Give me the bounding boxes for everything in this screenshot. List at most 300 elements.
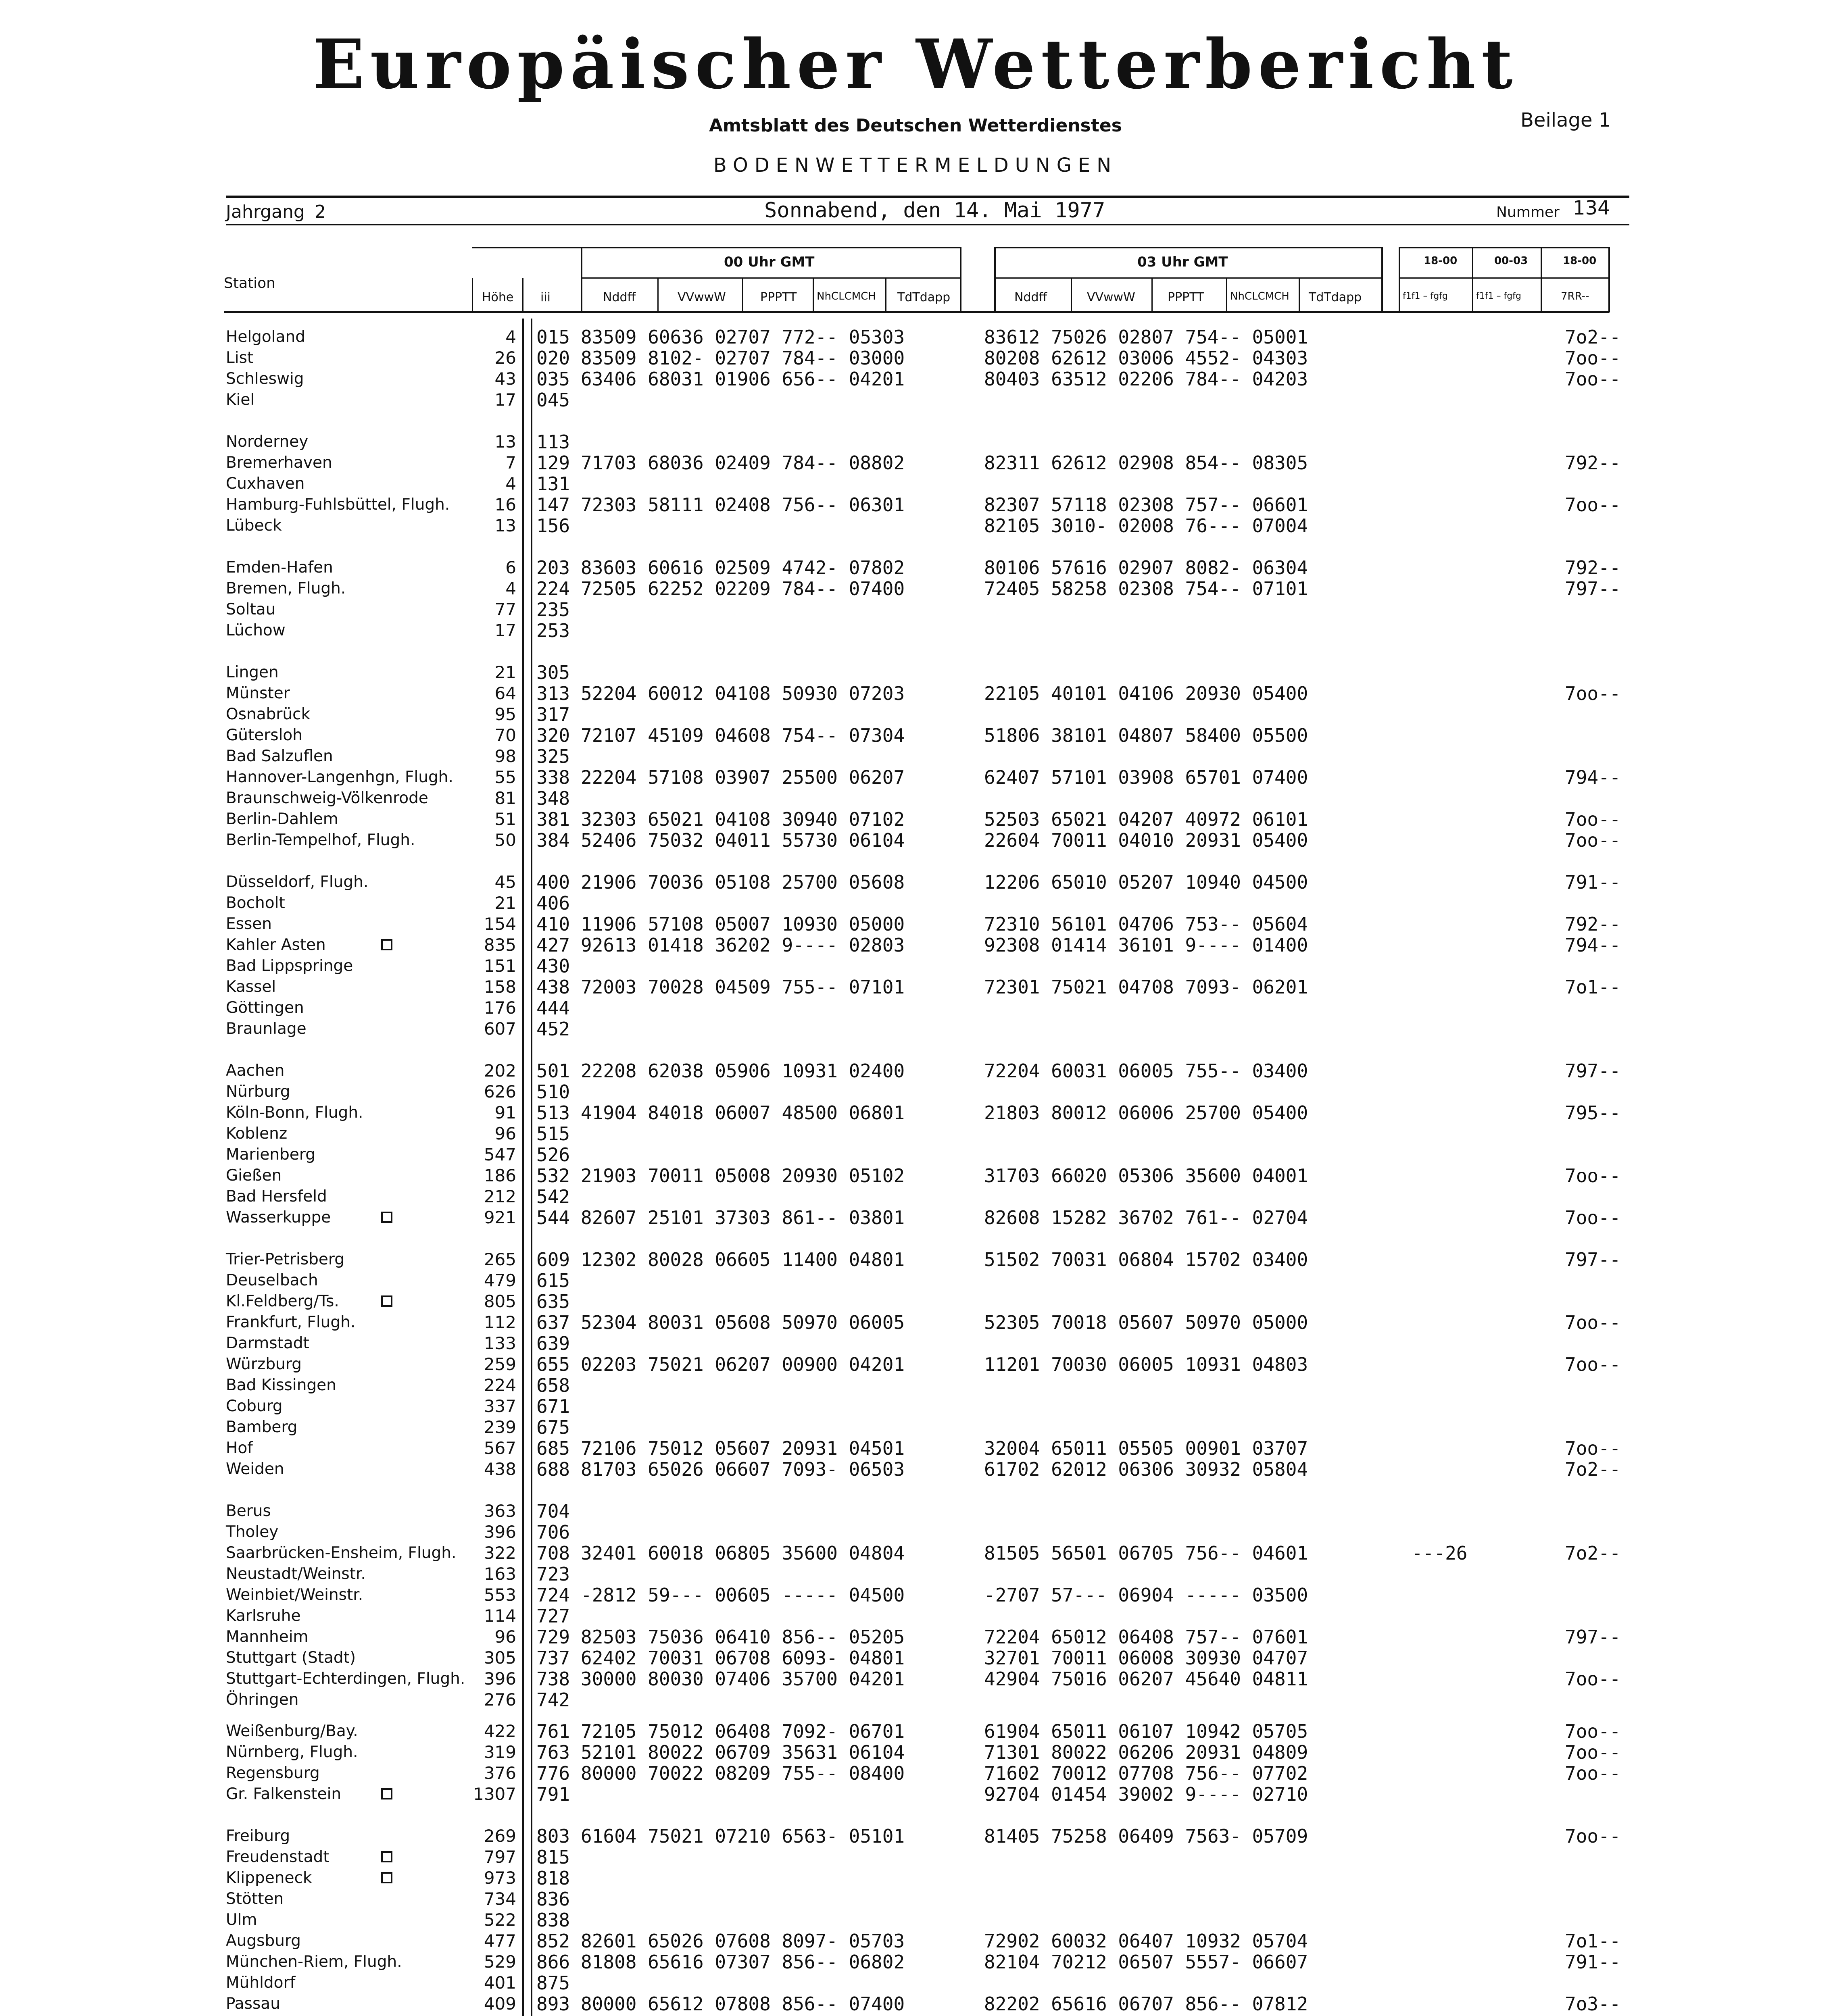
obs-precip: 7oo-- xyxy=(1565,683,1621,704)
table-row xyxy=(0,1102,1831,1123)
table-row xyxy=(0,1270,1831,1291)
station-number: 761 xyxy=(536,1720,570,1742)
station-height: 259 xyxy=(484,1354,516,1374)
table-row xyxy=(0,1972,1831,1993)
station-height: 409 xyxy=(484,1994,516,2014)
table-row xyxy=(0,1438,1831,1459)
obs-03-utc: 62407 57101 03908 65701 07400 xyxy=(984,766,1308,788)
obs-03-utc: 72405 58258 02308 754-- 07101 xyxy=(984,578,1308,600)
table-row xyxy=(0,935,1831,956)
table-row xyxy=(0,893,1831,914)
box-03-top xyxy=(994,247,1381,248)
station-name: Wasserkuppe xyxy=(226,1208,331,1227)
obs-03-utc: 11201 70030 06005 10931 04803 xyxy=(984,1354,1308,1375)
station-height: 239 xyxy=(484,1417,516,1437)
table-row xyxy=(0,1543,1831,1564)
obs-00-utc: 92613 01418 36202 9---- 02803 xyxy=(581,934,905,956)
obs-00-utc: 11906 57108 05007 10930 05000 xyxy=(581,913,905,935)
station-number: 430 xyxy=(536,955,570,977)
station-name: Würzburg xyxy=(226,1355,302,1373)
station-number: 131 xyxy=(536,473,570,495)
station-name: Frankfurt, Flugh. xyxy=(226,1313,356,1331)
station-number: 444 xyxy=(536,997,570,1019)
obs-precip: 792-- xyxy=(1565,557,1621,579)
table-row xyxy=(0,914,1831,935)
obs-03-utc: 12206 65010 05207 10940 04500 xyxy=(984,871,1308,893)
obs-03-utc: 92704 01454 39002 9---- 02710 xyxy=(984,1783,1308,1805)
group-0003-label: 00-03 xyxy=(1494,255,1528,267)
obs-00-utc: 80000 65612 07808 856-- 07400 xyxy=(581,1993,905,2015)
station-number: 635 xyxy=(536,1291,570,1312)
station-name: Gr. Falkenstein xyxy=(226,1785,342,1803)
table-row xyxy=(0,1501,1831,1522)
station-name: Trier-Petrisberg xyxy=(226,1250,345,1268)
obs-03-utc: 42904 75016 06207 45640 04811 xyxy=(984,1668,1308,1690)
table-row xyxy=(0,830,1831,851)
table-row xyxy=(0,683,1831,704)
station-name: Helgoland xyxy=(226,328,305,346)
obs-precip: 792-- xyxy=(1565,452,1621,474)
box-right-mid xyxy=(1399,277,1608,279)
obs-precip: 7oo-- xyxy=(1565,347,1621,369)
station-name: Gießen xyxy=(226,1166,282,1185)
jahrgang-label: Jahrgang xyxy=(226,202,305,222)
station-height: 98 xyxy=(494,746,516,766)
station-height: 176 xyxy=(484,998,516,1018)
table-row xyxy=(0,1647,1831,1668)
station-height: 154 xyxy=(484,914,516,934)
station-number: 639 xyxy=(536,1333,570,1354)
table-row xyxy=(0,1207,1831,1228)
table-row xyxy=(0,1721,1831,1742)
table-row xyxy=(0,1081,1831,1102)
station-height: 269 xyxy=(484,1826,516,1846)
obs-precip: 7oo-- xyxy=(1565,494,1621,516)
station-name: Neustadt/Weinstr. xyxy=(226,1565,366,1583)
table-row xyxy=(0,1689,1831,1710)
station-height: 401 xyxy=(484,1973,516,1993)
station-height: 45 xyxy=(494,872,516,892)
station-number: 224 xyxy=(536,578,570,600)
obs-03-utc: 82104 70212 06507 5557- 06607 xyxy=(984,1951,1308,1973)
obs-03-utc: 80208 62612 03006 4552- 04303 xyxy=(984,347,1308,369)
col-iii: iii xyxy=(540,290,551,304)
station-number: 893 xyxy=(536,1993,570,2015)
station-height: 547 xyxy=(484,1145,516,1164)
box-03-mid xyxy=(994,277,1381,279)
obs-precip: 7oo-- xyxy=(1565,1312,1621,1333)
station-height: 4 xyxy=(505,474,516,494)
col-hoehe: Höhe xyxy=(482,290,514,304)
obs-03-utc: 21803 80012 06006 25700 05400 xyxy=(984,1102,1308,1124)
obs-precip: 797-- xyxy=(1565,1626,1621,1648)
report-subtitle: Amtsblatt des Deutschen Wetterdienstes xyxy=(709,115,1122,136)
header-rule-2 xyxy=(226,224,1629,225)
station-name: Aachen xyxy=(226,1062,285,1080)
obs-00-utc: 52204 60012 04108 50930 07203 xyxy=(581,683,905,704)
table-row xyxy=(0,1123,1831,1144)
hdr-v15 xyxy=(1399,247,1400,312)
station-number: 803 xyxy=(536,1825,570,1847)
station-height: 337 xyxy=(484,1396,516,1416)
station-height: 553 xyxy=(484,1585,516,1605)
obs-03-utc: 92308 01414 36101 9---- 01400 xyxy=(984,934,1308,956)
obs-03-utc: 71602 70012 07708 756-- 07702 xyxy=(984,1762,1308,1784)
col-1800: f1f1 – fgfg xyxy=(1403,291,1448,301)
station-number: 737 xyxy=(536,1647,570,1669)
group-1800b-label: 18-00 xyxy=(1563,255,1597,267)
obs-03-utc: 71301 80022 06206 20931 04809 xyxy=(984,1741,1308,1763)
obs-03-utc: 82202 65616 06707 856-- 07812 xyxy=(984,1993,1308,2015)
station-name: Münster xyxy=(226,684,290,702)
station-number: 305 xyxy=(536,662,570,683)
table-row xyxy=(0,452,1831,473)
station-number: 338 xyxy=(536,766,570,788)
station-number: 836 xyxy=(536,1888,570,1910)
station-number: 156 xyxy=(536,515,570,537)
obs-precip: 7oo-- xyxy=(1565,1207,1621,1229)
station-name: Bad Salzuflen xyxy=(226,747,333,765)
obs-00-utc: 52101 80022 06709 35631 06104 xyxy=(581,1741,905,1763)
col-nh: NhCLCMCH xyxy=(817,290,876,302)
col-rr: 7RR-- xyxy=(1561,290,1589,302)
table-row xyxy=(0,369,1831,389)
station-number: 729 xyxy=(536,1626,570,1648)
station-number: 791 xyxy=(536,1783,570,1805)
station-symbol xyxy=(381,939,392,950)
obs-00-utc: 21906 70036 05108 25700 05608 xyxy=(581,871,905,893)
station-number: 776 xyxy=(536,1762,570,1784)
station-height: 422 xyxy=(484,1721,516,1741)
obs-00-utc: -2812 59--- 00605 ----- 04500 xyxy=(581,1584,905,1606)
table-row xyxy=(0,662,1831,683)
col-nddff-03: Nddff xyxy=(1014,290,1047,304)
obs-03-utc: 82311 62612 02908 854-- 08305 xyxy=(984,452,1308,474)
station-number: 615 xyxy=(536,1270,570,1291)
station-height: 1307 xyxy=(473,1784,516,1804)
station-name: Weiden xyxy=(226,1460,284,1478)
station-number: 838 xyxy=(536,1909,570,1931)
table-row xyxy=(0,1417,1831,1438)
station-number: 045 xyxy=(536,389,570,411)
hdr-v11 xyxy=(1151,278,1153,312)
station-height: 529 xyxy=(484,1952,516,1972)
table-row xyxy=(0,1627,1831,1647)
station-number: 866 xyxy=(536,1951,570,1973)
station-height: 91 xyxy=(494,1103,516,1123)
table-row xyxy=(0,746,1831,767)
station-number: 400 xyxy=(536,871,570,893)
table-row xyxy=(0,1459,1831,1480)
station-height: 151 xyxy=(484,956,516,976)
station-name: Lübeck xyxy=(226,516,282,535)
report-date: Sonnabend, den 14. Mai 1977 xyxy=(764,198,1105,223)
station-height: 50 xyxy=(494,830,516,850)
station-name: Bad Hersfeld xyxy=(226,1187,327,1206)
table-row xyxy=(0,998,1831,1018)
station-number: 875 xyxy=(536,1972,570,1994)
col-0003: f1f1 – fgfg xyxy=(1476,291,1521,301)
station-height: 224 xyxy=(484,1375,516,1395)
col-nddff: Nddff xyxy=(603,290,636,304)
station-height: 363 xyxy=(484,1501,516,1521)
obs-03-utc: 82307 57118 02308 757-- 06601 xyxy=(984,494,1308,516)
obs-03-utc: 61904 65011 06107 10942 05705 xyxy=(984,1720,1308,1742)
obs-03-utc: 80106 57616 02907 8082- 06304 xyxy=(984,557,1308,579)
station-height: 322 xyxy=(484,1543,516,1563)
table-row xyxy=(0,1186,1831,1207)
station-name: Weinbiet/Weinstr. xyxy=(226,1586,363,1604)
station-height: 626 xyxy=(484,1082,516,1102)
station-height: 21 xyxy=(494,662,516,682)
station-height: 319 xyxy=(484,1742,516,1762)
station-number: 723 xyxy=(536,1563,570,1585)
station-number: 815 xyxy=(536,1846,570,1868)
table-row xyxy=(0,1742,1831,1763)
station-height: 186 xyxy=(484,1166,516,1185)
box-right-top xyxy=(1399,247,1608,248)
obs-precip: 7o2-- xyxy=(1565,326,1621,348)
station-number: 544 xyxy=(536,1207,570,1229)
station-height: 4 xyxy=(505,327,516,347)
station-name: Stuttgart (Stadt) xyxy=(226,1649,356,1667)
table-row xyxy=(0,788,1831,809)
col-vvwww-03: VVwwW xyxy=(1087,290,1135,304)
station-number: 515 xyxy=(536,1123,570,1145)
station-name: Gütersloh xyxy=(226,726,302,744)
station-number: 513 xyxy=(536,1102,570,1124)
station-number: 526 xyxy=(536,1144,570,1166)
hdr-v6 xyxy=(813,278,814,312)
obs-03-utc: -2707 57--- 06904 ----- 03500 xyxy=(984,1584,1308,1606)
hdr-v12 xyxy=(1226,278,1227,312)
station-number: 852 xyxy=(536,1930,570,1952)
station-number: 675 xyxy=(536,1416,570,1438)
station-name: Bad Kissingen xyxy=(226,1376,336,1394)
obs-precip: 797-- xyxy=(1565,578,1621,600)
station-height: 479 xyxy=(484,1270,516,1290)
station-number: 020 xyxy=(536,347,570,369)
obs-00-utc: 81808 65616 07307 856-- 06802 xyxy=(581,1951,905,1973)
station-name: Göttingen xyxy=(226,999,304,1017)
station-name: Hannover-Langenhgn, Flugh. xyxy=(226,768,453,786)
obs-00-utc: 82503 75036 06410 856-- 05205 xyxy=(581,1626,905,1648)
obs-03-utc: 72204 60031 06005 755-- 03400 xyxy=(984,1060,1308,1082)
nummer-label: Nummer xyxy=(1496,204,1560,221)
obs-precip: 7oo-- xyxy=(1565,368,1621,390)
obs-00-utc: 72107 45109 04608 754-- 07304 xyxy=(581,725,905,746)
hdr-v9 xyxy=(994,247,996,312)
table-row xyxy=(0,872,1831,893)
station-number: 452 xyxy=(536,1018,570,1040)
table-row xyxy=(0,977,1831,998)
station-number: 427 xyxy=(536,934,570,956)
table-row xyxy=(0,809,1831,830)
station-height: 973 xyxy=(484,1868,516,1888)
station-number: 655 xyxy=(536,1354,570,1375)
hdr-v13 xyxy=(1299,278,1300,312)
table-row xyxy=(0,1354,1831,1375)
station-number: 406 xyxy=(536,892,570,914)
station-number: 510 xyxy=(536,1081,570,1103)
table-row xyxy=(0,494,1831,515)
obs-precip: 794-- xyxy=(1565,766,1621,788)
station-height: 376 xyxy=(484,1763,516,1783)
table-row xyxy=(0,1868,1831,1889)
hdr-v10 xyxy=(1071,278,1072,312)
station-height: 158 xyxy=(484,977,516,997)
obs-00-utc: 83603 60616 02509 4742- 07802 xyxy=(581,557,905,579)
table-row xyxy=(0,1312,1831,1333)
table-row xyxy=(0,1060,1831,1081)
station-name: Berlin-Tempelhof, Flugh. xyxy=(226,831,415,849)
station-height: 26 xyxy=(494,348,516,368)
box-00-top xyxy=(472,247,960,248)
table-row xyxy=(0,327,1831,348)
station-number: 384 xyxy=(536,829,570,851)
station-height: 96 xyxy=(494,1124,516,1143)
station-number: 203 xyxy=(536,557,570,579)
station-number: 313 xyxy=(536,683,570,704)
obs-precip: 797-- xyxy=(1565,1060,1621,1082)
station-name: Hof xyxy=(226,1439,253,1457)
obs-precip: 7oo-- xyxy=(1565,1825,1621,1847)
obs-precip: 7o1-- xyxy=(1565,976,1621,998)
table-row xyxy=(0,557,1831,578)
hdr-v2 xyxy=(522,278,523,312)
station-number: 015 xyxy=(536,326,570,348)
station-name: Köln-Bonn, Flugh. xyxy=(226,1104,363,1122)
beilage-label: Beilage 1 xyxy=(1520,109,1611,131)
table-row xyxy=(0,767,1831,788)
station-number: 724 xyxy=(536,1584,570,1606)
station-number: 763 xyxy=(536,1741,570,1763)
obs-precip: 7oo-- xyxy=(1565,1165,1621,1187)
station-name: Bocholt xyxy=(226,894,285,912)
station-name: Mannheim xyxy=(226,1628,309,1646)
table-row xyxy=(0,1585,1831,1606)
station-name: Essen xyxy=(226,915,272,933)
station-height: 396 xyxy=(484,1669,516,1689)
station-height: 522 xyxy=(484,1910,516,1930)
obs-00-utc: 80000 70022 08209 755-- 08400 xyxy=(581,1762,905,1784)
station-name: Stötten xyxy=(226,1890,284,1908)
obs-precip: 7o3-- xyxy=(1565,1993,1621,2015)
jahrgang-value: 2 xyxy=(315,202,326,222)
station-height: 21 xyxy=(494,893,516,913)
obs-00-utc: 72505 62252 02209 784-- 07400 xyxy=(581,578,905,600)
hdr-v4 xyxy=(657,278,659,312)
hdr-v1 xyxy=(472,278,473,312)
hdr-v3 xyxy=(581,247,582,312)
station-name: Kahler Asten xyxy=(226,936,326,954)
station-name: Regensburg xyxy=(226,1764,320,1782)
obs-00-utc: 41904 84018 06007 48500 06801 xyxy=(581,1102,905,1124)
station-number: 113 xyxy=(536,431,570,453)
station-name: Öhringen xyxy=(226,1691,299,1709)
group-00-label: 00 Uhr GMT xyxy=(724,254,815,270)
station-height: 6 xyxy=(505,558,516,577)
station-height: 64 xyxy=(494,683,516,703)
station-name: Nürnberg, Flugh. xyxy=(226,1743,358,1761)
station-name: Augsburg xyxy=(226,1932,301,1950)
obs-precip: 792-- xyxy=(1565,913,1621,935)
obs-00-utc: 81703 65026 06607 7093- 06503 xyxy=(581,1458,905,1480)
hdr-v8 xyxy=(960,247,961,312)
station-number: 325 xyxy=(536,746,570,767)
obs-03-utc: 72902 60032 06407 10932 05704 xyxy=(984,1930,1308,1952)
header-bottom-rule xyxy=(224,311,1609,313)
header-rule xyxy=(226,196,1629,198)
obs-03-utc: 32701 70011 06008 30930 04707 xyxy=(984,1647,1308,1669)
table-row xyxy=(0,1333,1831,1354)
obs-03-utc: 51502 70031 06804 15702 03400 xyxy=(984,1249,1308,1270)
table-row xyxy=(0,1165,1831,1186)
station-name: Bremerhaven xyxy=(226,454,332,472)
obs-00-utc: 02203 75021 06207 00900 04201 xyxy=(581,1354,905,1375)
hdr-v18 xyxy=(1608,247,1610,312)
station-height: 438 xyxy=(484,1459,516,1479)
station-height: 202 xyxy=(484,1061,516,1081)
obs-03-utc: 81405 75258 06409 7563- 05709 xyxy=(984,1825,1308,1847)
station-name: Cuxhaven xyxy=(226,475,305,493)
station-name: Berus xyxy=(226,1502,271,1520)
station-number: 658 xyxy=(536,1375,570,1396)
obs-extra: ---26 xyxy=(1412,1542,1468,1564)
station-number: 501 xyxy=(536,1060,570,1082)
station-name: Bad Lippspringe xyxy=(226,957,353,975)
obs-03-utc: 72310 56101 04706 753-- 05604 xyxy=(984,913,1308,935)
station-height: 477 xyxy=(484,1931,516,1951)
station-number: 637 xyxy=(536,1312,570,1333)
station-number: 818 xyxy=(536,1867,570,1889)
col-vvwww: VVwwW xyxy=(678,290,726,304)
station-number: 438 xyxy=(536,976,570,998)
station-name: Bamberg xyxy=(226,1418,298,1436)
obs-00-utc: 83509 8102- 02707 784-- 03000 xyxy=(581,347,905,369)
station-name: Karlsruhe xyxy=(226,1607,301,1625)
station-name: Saarbrücken-Ensheim, Flugh. xyxy=(226,1544,457,1562)
obs-00-utc: 21903 70011 05008 20930 05102 xyxy=(581,1165,905,1187)
report-title: Europäischer Wetterbericht xyxy=(313,24,1518,104)
station-symbol xyxy=(381,1851,392,1862)
station-symbol xyxy=(381,1212,392,1223)
obs-00-utc: 72106 75012 05607 20931 04501 xyxy=(581,1437,905,1459)
obs-03-utc: 82608 15282 36702 761-- 02704 xyxy=(984,1207,1308,1229)
obs-00-utc: 22204 57108 03907 25500 06207 xyxy=(581,766,905,788)
station-name: Passau xyxy=(226,1995,280,2013)
station-height: 55 xyxy=(494,767,516,787)
obs-precip: 797-- xyxy=(1565,1249,1621,1270)
table-row xyxy=(0,515,1831,536)
station-number: 727 xyxy=(536,1605,570,1627)
station-height: 13 xyxy=(494,516,516,535)
obs-precip: 7oo-- xyxy=(1565,1720,1621,1742)
obs-03-utc: 81505 56501 06705 756-- 04601 xyxy=(984,1542,1308,1564)
section-title: BODENWETTERMELDUNGEN xyxy=(713,154,1118,177)
station-height: 921 xyxy=(484,1208,516,1227)
station-name: Freudenstadt xyxy=(226,1848,329,1866)
station-name: Lingen xyxy=(226,663,279,681)
station-height: 51 xyxy=(494,809,516,829)
obs-00-utc: 61604 75021 07210 6563- 05101 xyxy=(581,1825,905,1847)
station-symbol xyxy=(381,1872,392,1883)
group-1800-label: 18-00 xyxy=(1424,255,1458,267)
obs-03-utc: 83612 75026 02807 754-- 05001 xyxy=(984,326,1308,348)
station-number: 532 xyxy=(536,1165,570,1187)
obs-00-utc: 72303 58111 02408 756-- 06301 xyxy=(581,494,905,516)
station-name: Ulm xyxy=(226,1911,257,1929)
